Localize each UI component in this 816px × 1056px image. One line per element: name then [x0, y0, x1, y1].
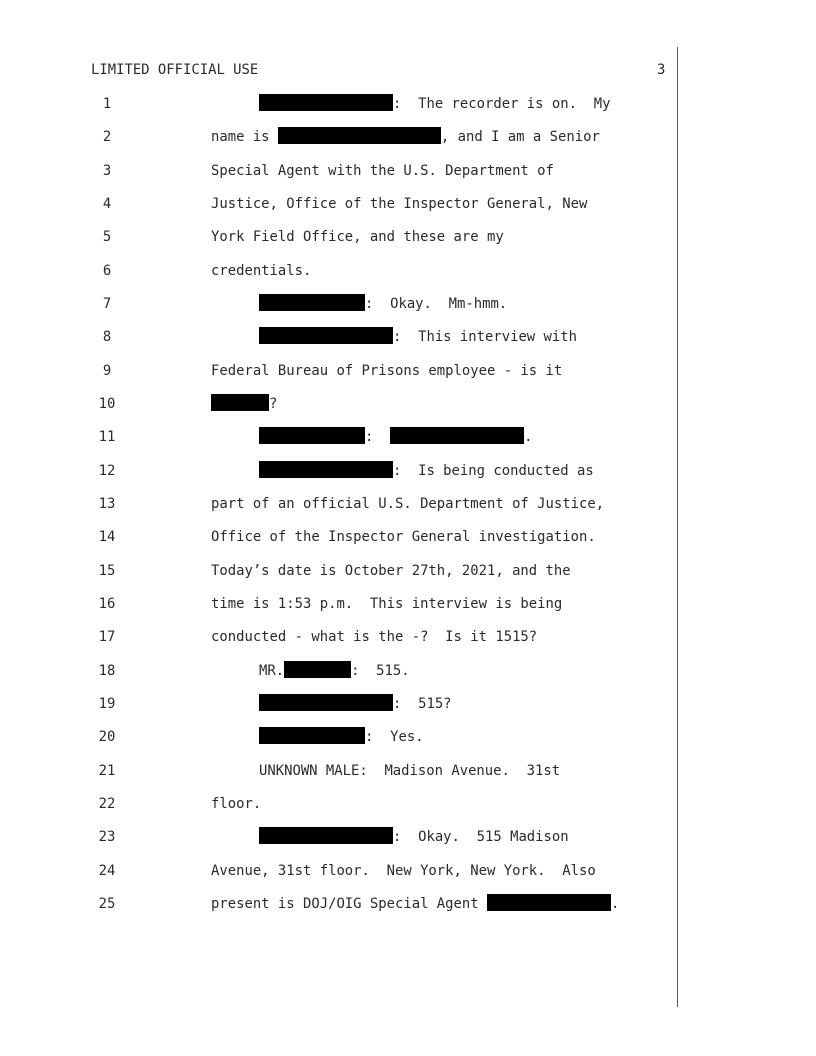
line-number: 21 [98, 763, 116, 779]
redaction-box [259, 327, 393, 344]
line-text: conducted - what is the -? Is it 1515? [211, 629, 538, 645]
line-text: UNKNOWN MALE: Madison Avenue. 31st [259, 763, 561, 779]
line-number: 15 [98, 563, 116, 579]
line-number: 24 [98, 863, 116, 879]
transcript-line [0, 127, 677, 147]
transcript-line [0, 694, 677, 714]
line-number: 12 [98, 463, 116, 479]
line-number: 10 [98, 396, 116, 412]
line-number: 1 [102, 96, 112, 112]
transcript-line [0, 861, 677, 881]
line-number: 4 [102, 196, 112, 212]
transcript-line [0, 761, 677, 781]
line-number: 22 [98, 796, 116, 812]
line-text: : This interview with [259, 327, 577, 347]
line-number: 18 [98, 663, 116, 679]
line-number: 8 [102, 329, 112, 345]
transcript-line [0, 461, 677, 481]
transcript-line [0, 894, 677, 914]
line-text: present is DOJ/OIG Special Agent . [211, 896, 620, 912]
transcript-line [0, 327, 677, 347]
redaction-box [390, 427, 524, 444]
redaction-box [284, 661, 351, 678]
line-text: Office of the Inspector General investigation. [211, 529, 596, 545]
transcript-line [0, 294, 677, 314]
line-text: time is 1:53 p.m. This interview is being [211, 596, 563, 612]
right-margin-rule [677, 47, 678, 1007]
transcript-line [0, 361, 677, 381]
transcript-line [0, 827, 677, 847]
line-number: 7 [102, 296, 112, 312]
redaction-box [259, 294, 365, 311]
line-text: Special Agent with the U.S. Department of [211, 163, 554, 179]
transcript-line [0, 627, 677, 647]
line-number: 5 [102, 229, 112, 245]
transcript-line [0, 194, 677, 214]
line-number: 16 [98, 596, 116, 612]
line-number: 9 [102, 363, 112, 379]
line-text: : 515? [259, 694, 452, 714]
transcript-line [0, 594, 677, 614]
line-text: : Yes. [259, 727, 424, 747]
redaction-box [259, 461, 393, 478]
line-number: 3 [102, 163, 112, 179]
line-text: part of an official U.S. Department of Justice, [211, 496, 605, 512]
line-text: Today’s date is October 27th, 2021, and the [211, 563, 571, 579]
line-number: 2 [102, 129, 112, 145]
transcript-line [0, 227, 677, 247]
line-text: York Field Office, and these are my [211, 229, 504, 245]
line-number: 20 [98, 729, 116, 745]
transcript-line [0, 661, 677, 681]
transcript-line [0, 427, 677, 447]
line-text: floor. [211, 796, 262, 812]
line-text: ? [211, 394, 277, 414]
redaction-box [259, 827, 393, 844]
redaction-box [487, 894, 611, 911]
transcript-line [0, 561, 677, 581]
transcript-line [0, 94, 677, 114]
line-text: name is , and I am a Senior [211, 129, 600, 145]
line-text: : Okay. Mm-hmm. [259, 294, 507, 314]
line-number: 23 [98, 829, 116, 845]
line-number: 13 [98, 496, 116, 512]
line-number: 11 [98, 429, 116, 445]
transcript-line [0, 727, 677, 747]
transcript-line [0, 494, 677, 514]
line-text: Avenue, 31st floor. New York, New York. Also [211, 863, 596, 879]
line-text: Federal Bureau of Prisons employee - is it [211, 363, 563, 379]
transcript-line [0, 794, 677, 814]
classification-header: LIMITED OFFICIAL USE [91, 62, 259, 78]
line-text: : . [259, 427, 532, 447]
transcript-line [0, 394, 677, 414]
line-text: Justice, Office of the Inspector General, New [211, 196, 588, 212]
page-number: 3 [657, 62, 666, 78]
redaction-box [259, 427, 365, 444]
line-number: 19 [98, 696, 116, 712]
redaction-box [259, 727, 365, 744]
redaction-box [211, 394, 269, 411]
transcript-line [0, 161, 677, 181]
line-text: : Is being conducted as [259, 461, 594, 481]
line-number: 14 [98, 529, 116, 545]
redaction-box [278, 127, 441, 144]
transcript-line [0, 261, 677, 281]
line-number: 6 [102, 263, 112, 279]
line-text: : The recorder is on. My [259, 94, 610, 114]
redaction-box [259, 94, 393, 111]
line-number: 17 [98, 629, 116, 645]
transcript-line [0, 527, 677, 547]
redaction-box [259, 694, 393, 711]
line-number: 25 [98, 896, 116, 912]
line-text: credentials. [211, 263, 312, 279]
line-text: : Okay. 515 Madison [259, 827, 569, 847]
line-text: MR. : 515. [259, 663, 410, 679]
